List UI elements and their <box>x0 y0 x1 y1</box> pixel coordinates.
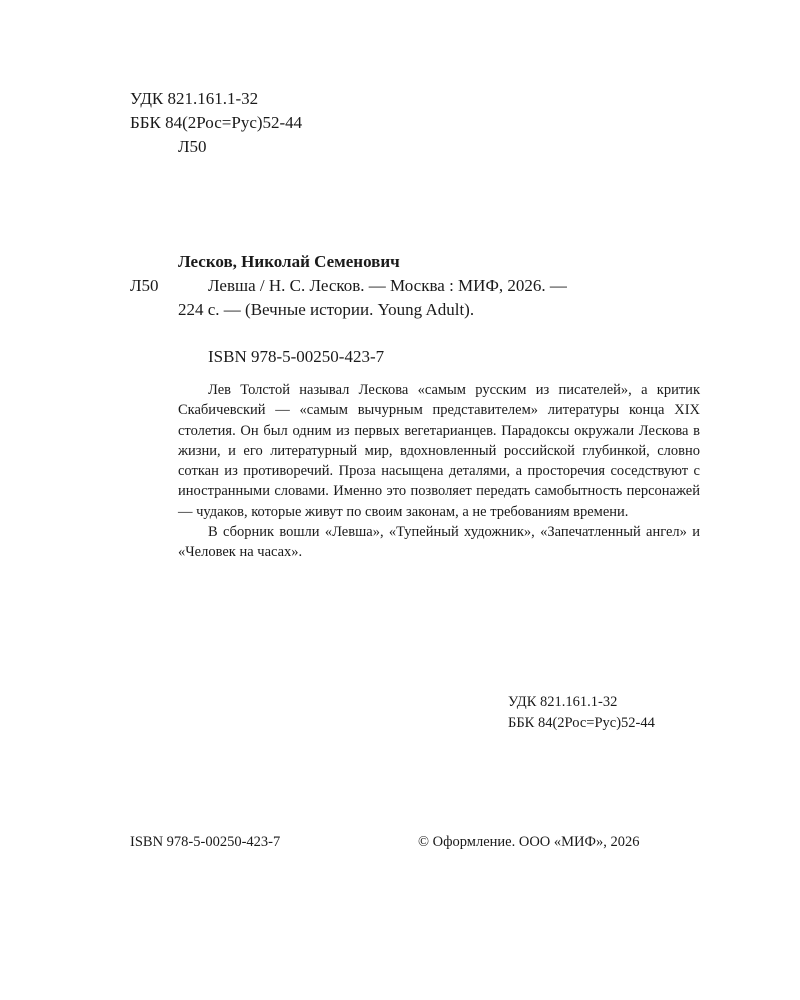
bbk-code-bottom: ББК 84(2Рос=Рус)52-44 <box>508 715 655 731</box>
author-mark: Л50 <box>130 276 159 295</box>
isbn-record: ISBN 978-5-00250-423-7 <box>208 347 385 366</box>
abstract <box>178 380 700 563</box>
bibliographic-description-line1: Левша / Н. С. Лесков. — Москва : МИФ, 2026. — <box>208 276 567 295</box>
author-mark-top: Л50 <box>178 137 207 156</box>
author-heading: Лесков, Николай Семенович <box>178 252 400 271</box>
udk-code-top: УДК 821.161.1-32 <box>130 89 259 108</box>
bbk-code-top: ББК 84(2Рос=Рус)52-44 <box>130 113 303 132</box>
copyright-notice: © Оформление. ООО «МИФ», 2026 <box>418 834 640 850</box>
abstract-paragraph-1: Лев Толстой называл Лескова «самым русским из писателей», а критик Скабичевский — «самым вычурным представителем» литературы конца XIX столетия. Он был одним из первых вегетарианцев. Парадоксы окружали Лескова в жизни, и его литературный мир, вдохновленный российской глубинкой, словно соткан из противоречий. Проза насыщена деталями, а просторечия соседствуют с иностранными словами. Именно это позволяет передать самобытность персонажей — чудаков, которые живут по своим законам, а не требованиям времени. <box>178 382 700 520</box>
isbn-footer: ISBN 978-5-00250-423-7 <box>130 834 281 850</box>
udk-code-bottom: УДК 821.161.1-32 <box>508 694 618 710</box>
abstract-paragraph-2: В сборник вошли «Левша», «Тупейный художник», «Запечатленный ангел» и «Человек на часах». <box>178 524 700 561</box>
bibliographic-description-line2: 224 с. — (Вечные истории. Young Adult). <box>178 300 475 319</box>
